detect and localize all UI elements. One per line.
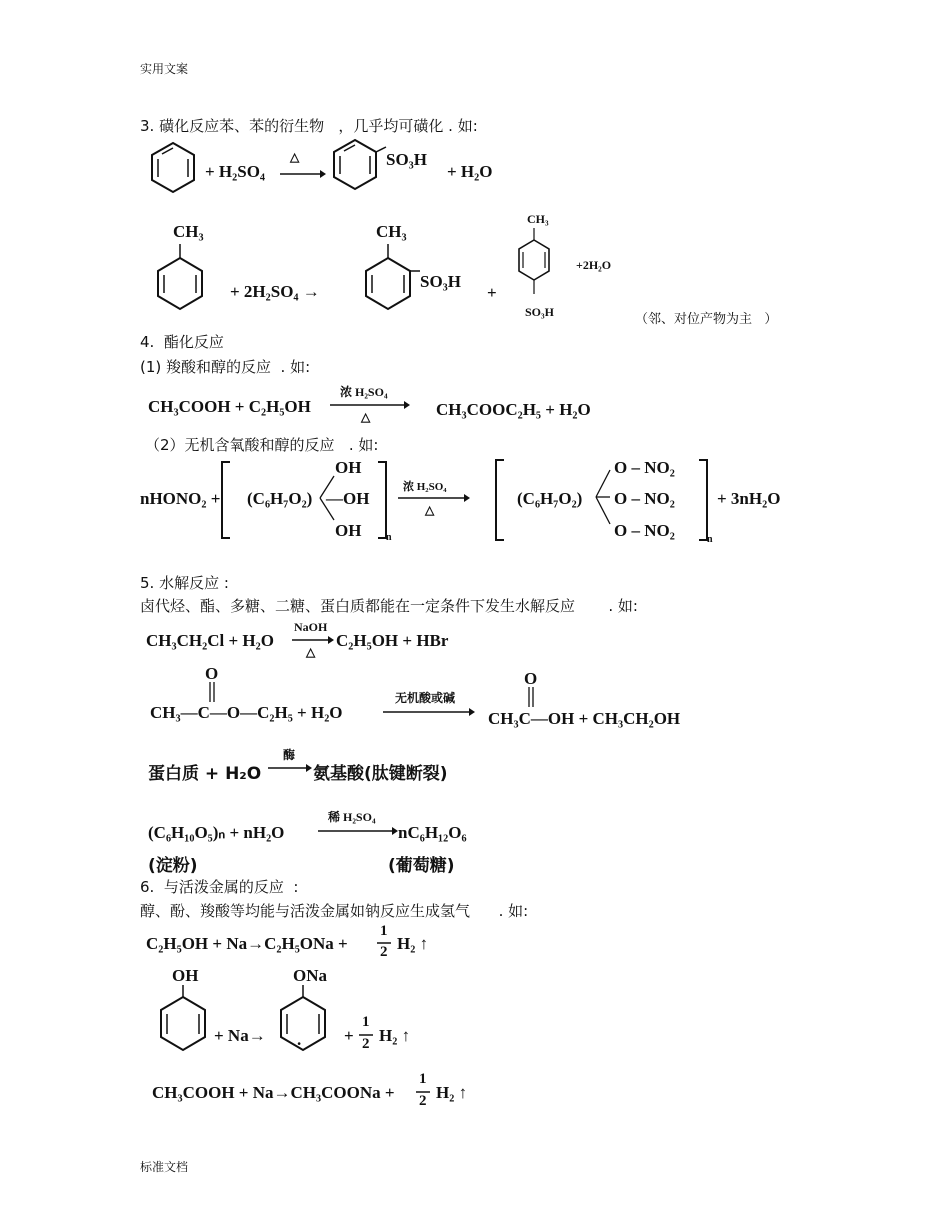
s6-eq2-frac-num: 1 bbox=[362, 1014, 370, 1030]
benzene-ring-icon bbox=[330, 137, 380, 192]
benzene-ring-icon bbox=[148, 140, 198, 195]
s3-eq2-para-sulfo: SO₃H bbox=[525, 305, 554, 319]
double-bond-icon bbox=[207, 682, 217, 704]
section-5-title: 5. 水解反应 : bbox=[140, 574, 229, 592]
s5-eq4-label-glucose: (葡萄糖) bbox=[388, 856, 455, 876]
page-footer: 标准文档 bbox=[140, 1160, 189, 1174]
bracket-left-icon bbox=[494, 458, 506, 542]
reaction-arrow-icon bbox=[383, 708, 475, 718]
s5-eq2-carbonyl-o: O bbox=[205, 664, 219, 683]
s3-eq2-methyl: CH₃ bbox=[173, 222, 204, 241]
s6-eq1-frac-num: 1 bbox=[380, 923, 388, 939]
s5-eq3-right: 氨基酸(肽键断裂) bbox=[313, 764, 448, 784]
s4-eq1-cond-bottom: △ bbox=[361, 410, 371, 424]
s4-eq2-subscript-n2: n bbox=[707, 534, 713, 545]
s3-eq2-sulfo: SO₃H bbox=[420, 272, 461, 291]
section-6-desc: 醇、酚、羧酸等均能与活泼金属如钠反应生成氢气 . 如: bbox=[140, 902, 529, 920]
s4-eq2-ono-bottom: O – NO₂ bbox=[614, 521, 675, 540]
s6-eq2-ona: ONa bbox=[293, 966, 327, 985]
s3-eq2-methyl-ortho: CH₃ bbox=[376, 222, 407, 241]
s6-eq1-right: H₂ ↑ bbox=[397, 934, 429, 953]
toluene-ring-icon bbox=[152, 244, 208, 314]
s5-eq2-right: CH₃C—OH + CH₃CH₂OH bbox=[488, 709, 681, 728]
bracket-left-icon bbox=[220, 460, 232, 540]
s5-eq4-cond-top: 稀 H₂SO₄ bbox=[328, 810, 376, 824]
s5-eq4-label-starch: (淀粉) bbox=[148, 856, 198, 876]
s6-eq3-frac-den: 2 bbox=[419, 1093, 427, 1109]
s4-eq2-oh-top: OH bbox=[335, 458, 362, 477]
s4-eq2-oh-mid: —OH bbox=[326, 489, 370, 508]
reaction-arrow-icon bbox=[318, 827, 398, 837]
phenol-ring-icon bbox=[155, 985, 211, 1057]
s3-eq1-condition: △ bbox=[290, 150, 300, 164]
s5-eq4-right: nC₆H₁₂O₆ bbox=[398, 823, 467, 842]
s6-eq3-left: CH₃COOH + Na→CH₃COONa + bbox=[152, 1083, 395, 1102]
s6-eq3-right: H₂ ↑ bbox=[436, 1083, 468, 1102]
s6-eq3-frac-num: 1 bbox=[419, 1071, 427, 1087]
section-3-title: 3. 磺化反应苯、苯的衍生物 ，几乎均可磺化 . 如: bbox=[140, 117, 478, 135]
s4-eq2-core: (C₆H₇O₂) bbox=[247, 489, 313, 508]
s4-eq2-right: + 3nH₂O bbox=[717, 489, 781, 508]
s4-eq1-left: CH₃COOH + C₂H₅OH bbox=[148, 397, 311, 416]
ortho-toluenesulfonic-ring-icon bbox=[360, 244, 422, 319]
s3-eq2-plus: + bbox=[487, 283, 497, 302]
s5-eq1-cond-bottom: △ bbox=[306, 645, 316, 659]
s3-eq2-water: +2H₂O bbox=[576, 258, 612, 272]
s5-eq4-left: (C₆H₁₀O₅)ₙ + nH₂O bbox=[148, 823, 285, 842]
s3-eq1-product: SO₃H bbox=[386, 150, 427, 169]
s4-eq2-ono-top: O – NO₂ bbox=[614, 458, 675, 477]
s5-eq1-left: CH₃CH₂Cl + H₂O bbox=[146, 631, 274, 650]
s5-eq1-right: C₂H₅OH + HBr bbox=[336, 631, 449, 650]
s6-eq2-plus: + bbox=[344, 1026, 354, 1045]
para-toluenesulfonic-ring-icon bbox=[516, 226, 556, 306]
section-6-title: 6. 与活泼金属的反应 : bbox=[140, 878, 299, 896]
s4-eq2-left: nHONO₂ + bbox=[140, 489, 221, 508]
s3-eq2-reactant: + 2H₂SO₄ → bbox=[230, 282, 320, 301]
s5-eq2-cond-top: 无机酸或碱 bbox=[395, 691, 456, 705]
s6-eq2-frac-den: 2 bbox=[362, 1036, 370, 1052]
s4-eq1-cond-top: 浓 H₂SO₄ bbox=[340, 385, 388, 399]
double-bond-icon bbox=[526, 687, 536, 709]
section-4-sub2: （2）无机含氧酸和醇的反应 . 如: bbox=[145, 436, 379, 454]
s6-eq2-right: H₂ ↑ bbox=[379, 1026, 411, 1045]
s3-eq2-note: （邻、对位产物为主 ） bbox=[635, 312, 778, 327]
s6-eq2-na: + Na→ bbox=[214, 1026, 266, 1045]
s6-eq1-left: C₂H₅OH + Na→C₂H₅ONa + bbox=[146, 934, 348, 953]
s4-eq1-right: CH₃COOC₂H₅ + H₂O bbox=[436, 400, 591, 419]
bracket-right-icon bbox=[376, 460, 388, 540]
s3-eq1-reactant: + H₂SO₄ bbox=[205, 162, 266, 181]
s4-eq2-ono-mid: O – NO₂ bbox=[614, 489, 675, 508]
bond-lines-icon bbox=[594, 466, 614, 528]
s3-eq1-water: + H₂O bbox=[447, 162, 493, 181]
section-4-sub1: (1) 羧酸和醇的反应 . 如: bbox=[140, 358, 311, 376]
bond-lines-icon bbox=[318, 472, 338, 524]
s4-eq2-core2: (C₆H₇O₂) bbox=[517, 489, 583, 508]
bracket-right-icon bbox=[697, 458, 709, 542]
s5-eq1-cond-top: NaOH bbox=[294, 620, 328, 634]
s6-eq2-dot: . bbox=[297, 1030, 302, 1049]
s4-eq2-cond-bottom: △ bbox=[425, 503, 435, 517]
s4-eq2-oh-bottom: OH bbox=[335, 521, 362, 540]
s3-eq2-para-methyl: CH₃ bbox=[527, 212, 549, 226]
s6-eq1-frac-den: 2 bbox=[380, 944, 388, 960]
reaction-arrow-icon bbox=[268, 764, 312, 774]
s5-eq2-carbonyl-o2: O bbox=[524, 669, 538, 688]
s4-eq2-subscript-n: n bbox=[386, 532, 392, 543]
s5-eq3-cond-top: 酶 bbox=[283, 748, 296, 762]
page-header: 实用文案 bbox=[140, 62, 189, 76]
s5-eq2-left: CH₃—C—O—C₂H₅ + H₂O bbox=[150, 703, 343, 722]
reaction-arrow-icon bbox=[280, 170, 325, 180]
section-5-desc: 卤代烃、酯、多糖、二糖、蛋白质都能在一定条件下发生水解反应 . 如: bbox=[140, 597, 638, 615]
phenoxide-ring-icon bbox=[275, 985, 331, 1057]
s6-eq2-oh: OH bbox=[172, 966, 199, 985]
section-4-title: 4. 酯化反应 bbox=[140, 333, 224, 351]
s4-eq2-cond-top: 浓 H₂SO₄ bbox=[403, 481, 447, 493]
s5-eq3-left: 蛋白质 + H₂O bbox=[148, 764, 262, 784]
